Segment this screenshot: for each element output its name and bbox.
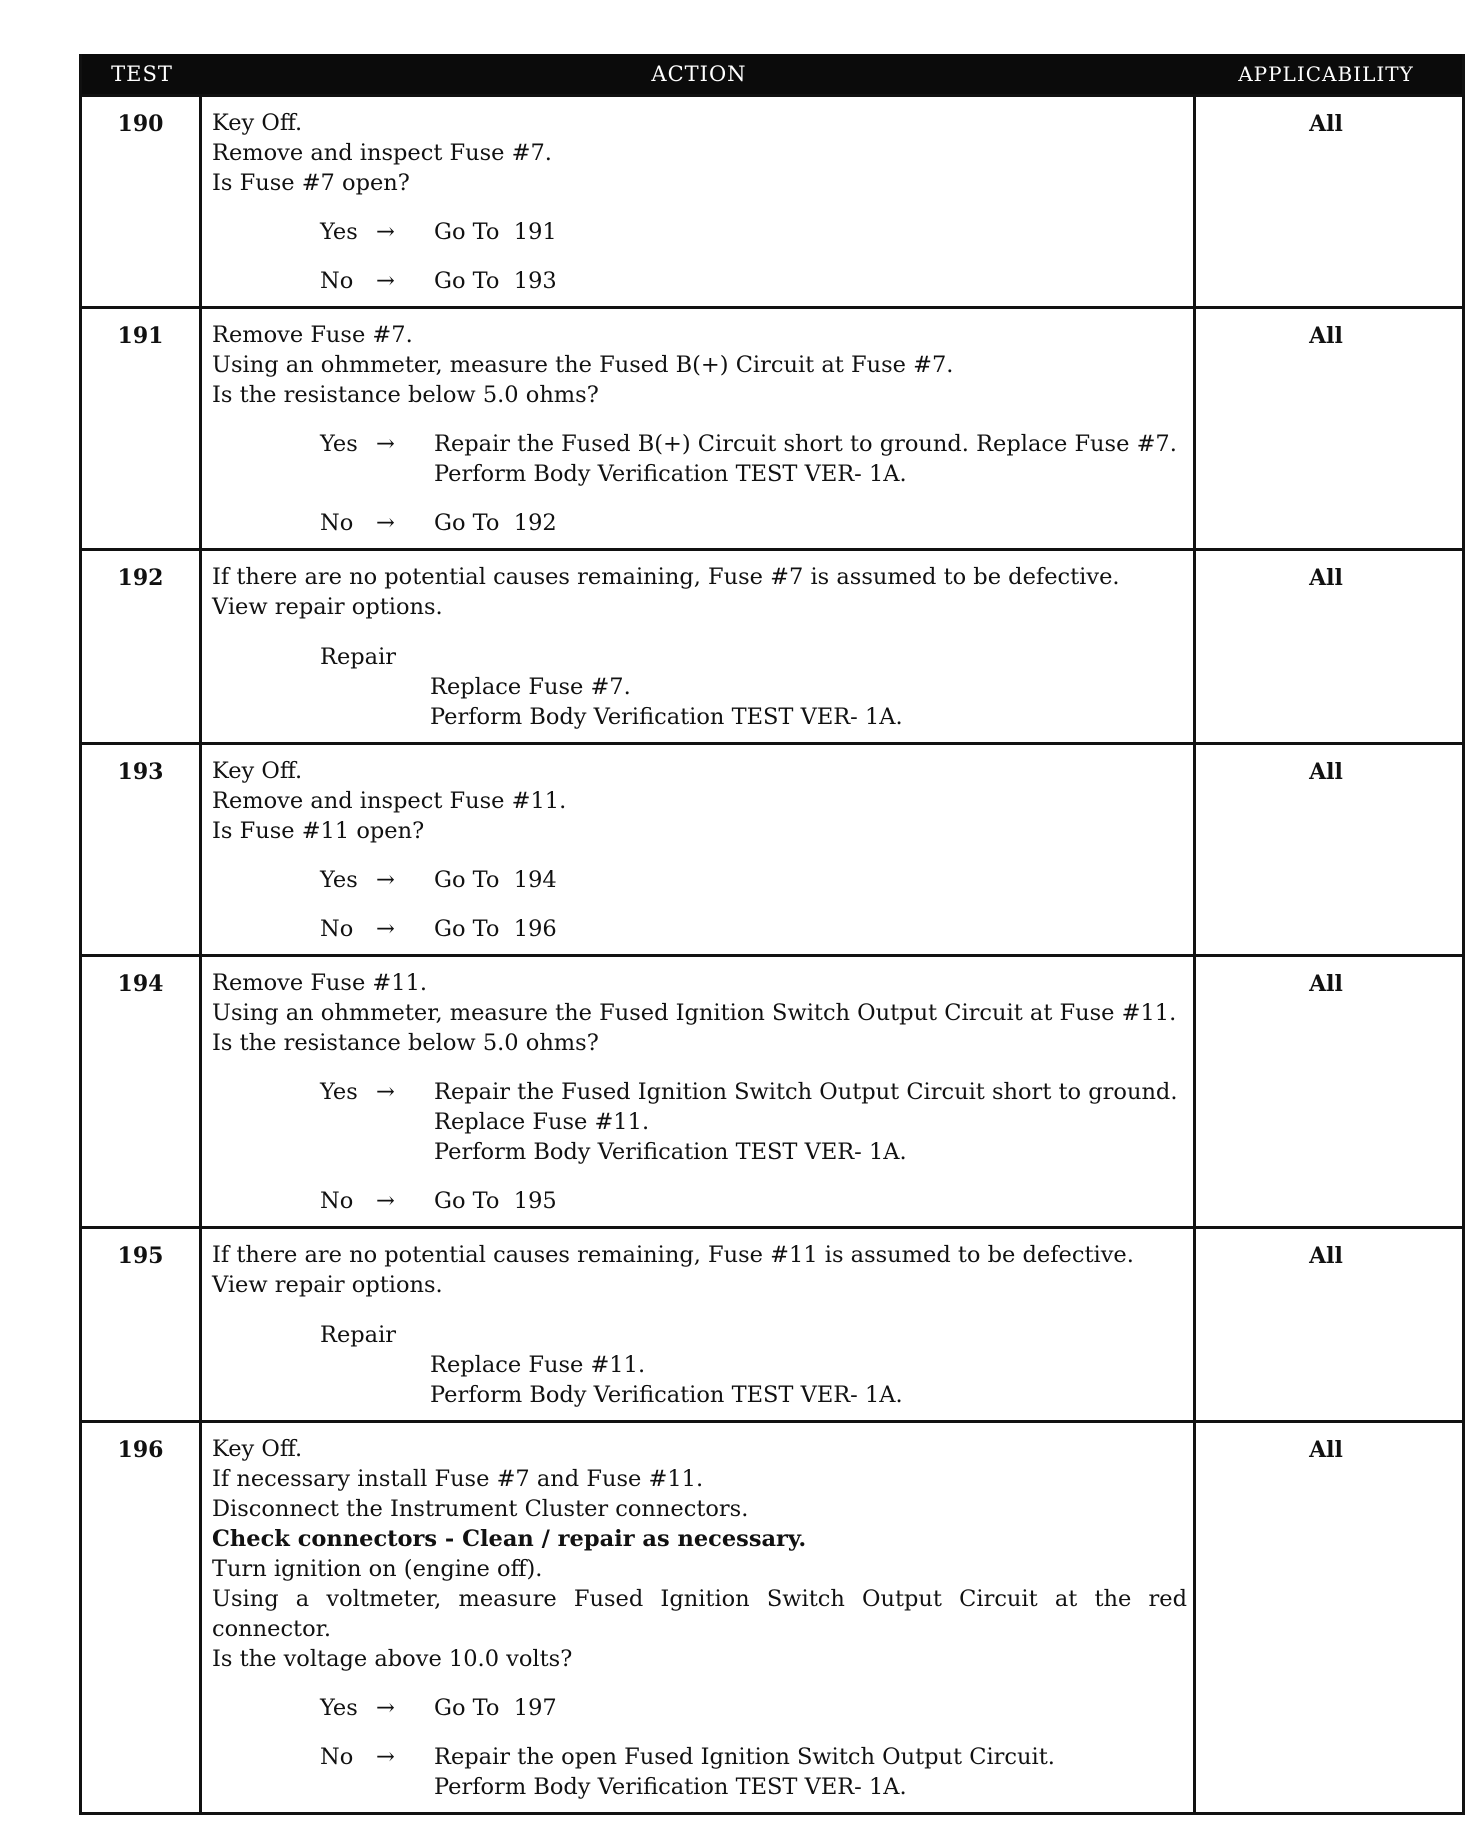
result-line: Repair the Fused B(+) Circuit short to ground. Replace Fuse #7. xyxy=(434,431,1177,457)
action-line: If there are no potential causes remaining, Fuse #11 is assumed to be defective. xyxy=(212,1242,1134,1268)
no-branch xyxy=(320,1186,1187,1216)
action-line: Using an ohmmeter, measure the Fused Ignition Switch Output Circuit at Fuse #11. xyxy=(212,1000,1177,1026)
applicability: All xyxy=(1309,565,1343,591)
action-line: Is Fuse #7 open? xyxy=(212,170,410,196)
yes-branch xyxy=(320,1077,1187,1167)
action-line: Remove and inspect Fuse #11. xyxy=(212,788,567,814)
applicability: All xyxy=(1309,1437,1343,1463)
test-action xyxy=(202,957,1196,1226)
result-line: Repair the Fused Ignition Switch Output Circuit short to ground. xyxy=(434,1079,1178,1105)
yes-result xyxy=(434,1077,1187,1167)
yes-label: Yes xyxy=(320,431,358,457)
repair-line: Perform Body Verification TEST VER- 1A. xyxy=(430,704,903,730)
diagnostic-test-table xyxy=(79,54,1465,1815)
arrow-icon: → xyxy=(376,1744,395,1770)
action-line: Using a voltmeter, measure Fused Ignition Switch Output Circuit at the red connector. xyxy=(212,1586,1187,1642)
no-label: No xyxy=(320,1188,354,1214)
no-label: No xyxy=(320,916,354,942)
test-row-190 xyxy=(82,94,1462,306)
applicability: All xyxy=(1309,323,1343,349)
arrow-icon: → xyxy=(376,268,395,294)
arrow-icon: → xyxy=(376,1079,395,1105)
no-branch xyxy=(320,508,1187,538)
repair-label: Repair xyxy=(320,1322,397,1348)
no-label: No xyxy=(320,510,354,536)
no-result: Go To 196 xyxy=(434,916,557,942)
repair-line: Replace Fuse #11. xyxy=(430,1352,646,1378)
action-line: Key Off. xyxy=(212,110,303,136)
applicability: All xyxy=(1309,759,1343,785)
action-line: Disconnect the Instrument Cluster connectors. xyxy=(212,1496,749,1522)
no-result: Go To 195 xyxy=(434,1188,557,1214)
result-line: Perform Body Verification TEST VER- 1A. xyxy=(434,1139,907,1165)
yes-label: Yes xyxy=(320,1695,358,1721)
arrow-icon: → xyxy=(376,431,395,457)
no-label: No xyxy=(320,1744,354,1770)
no-result xyxy=(434,1742,1187,1802)
action-line: Using an ohmmeter, measure the Fused B(+) Circuit at Fuse #7. xyxy=(212,352,954,378)
yes-label: Yes xyxy=(320,1079,358,1105)
action-line: Is the resistance below 5.0 ohms? xyxy=(212,382,599,408)
arrow-icon: → xyxy=(376,219,395,245)
repair-line: Replace Fuse #7. xyxy=(430,674,631,700)
repair-label: Repair xyxy=(320,644,397,670)
action-line: Remove Fuse #7. xyxy=(212,322,413,348)
arrow-icon: → xyxy=(376,1695,395,1721)
test-number: 190 xyxy=(82,97,202,306)
action-line: View repair options. xyxy=(212,594,443,620)
yes-result: Go To 197 xyxy=(434,1695,557,1721)
no-result: Go To 193 xyxy=(434,268,557,294)
yes-branch xyxy=(320,1693,1187,1723)
applicability: All xyxy=(1309,111,1343,137)
action-line-emphasis: Check connectors - Clean / repair as necessary. xyxy=(212,1526,807,1552)
action-line: Is the resistance below 5.0 ohms? xyxy=(212,1030,599,1056)
repair-line: Perform Body Verification TEST VER- 1A. xyxy=(430,1382,903,1408)
no-result: Go To 192 xyxy=(434,510,557,536)
test-number: 192 xyxy=(82,551,202,742)
header-action: ACTION xyxy=(651,62,747,86)
action-line: If there are no potential causes remaining, Fuse #7 is assumed to be defective. xyxy=(212,564,1120,590)
applicability: All xyxy=(1309,1243,1343,1269)
action-line: Turn ignition on (engine off). xyxy=(212,1556,543,1582)
action-line: Is the voltage above 10.0 volts? xyxy=(212,1646,573,1672)
action-line: Key Off. xyxy=(212,1436,303,1462)
test-row-191 xyxy=(82,306,1462,548)
no-branch xyxy=(320,1742,1187,1802)
test-number: 195 xyxy=(82,1229,202,1420)
header-test: TEST xyxy=(111,62,173,86)
yes-result xyxy=(434,429,1187,489)
arrow-icon: → xyxy=(376,510,395,536)
yes-branch xyxy=(320,429,1187,489)
test-action xyxy=(202,1229,1196,1420)
test-number: 191 xyxy=(82,309,202,548)
yes-label: Yes xyxy=(320,219,358,245)
result-line: Perform Body Verification TEST VER- 1A. xyxy=(434,1774,907,1800)
action-line: Is Fuse #11 open? xyxy=(212,818,425,844)
applicability: All xyxy=(1309,971,1343,997)
test-number: 194 xyxy=(82,957,202,1226)
yes-branch xyxy=(320,217,1187,247)
no-branch xyxy=(320,914,1187,944)
yes-result: Go To 194 xyxy=(434,867,557,893)
yes-result: Go To 191 xyxy=(434,219,557,245)
test-action xyxy=(202,309,1196,548)
test-action xyxy=(202,97,1196,306)
action-line: Remove and inspect Fuse #7. xyxy=(212,140,552,166)
test-number: 193 xyxy=(82,745,202,954)
arrow-icon: → xyxy=(376,1188,395,1214)
arrow-icon: → xyxy=(376,916,395,942)
result-line: Repair the open Fused Ignition Switch Output Circuit. xyxy=(434,1744,1055,1770)
result-line: Replace Fuse #11. xyxy=(434,1109,650,1135)
test-action xyxy=(202,1423,1196,1812)
result-line: Perform Body Verification TEST VER- 1A. xyxy=(434,461,907,487)
no-branch xyxy=(320,266,1187,296)
test-action xyxy=(202,745,1196,954)
action-line: Remove Fuse #11. xyxy=(212,970,428,996)
test-number: 196 xyxy=(82,1423,202,1812)
action-line: Key Off. xyxy=(212,758,303,784)
test-action xyxy=(202,551,1196,742)
header-applicability: APPLICABILITY xyxy=(1238,62,1414,86)
test-row-192 xyxy=(82,548,1462,742)
action-line: If necessary install Fuse #7 and Fuse #11. xyxy=(212,1466,704,1492)
table-header xyxy=(82,54,1462,94)
yes-branch xyxy=(320,865,1187,895)
no-label: No xyxy=(320,268,354,294)
yes-label: Yes xyxy=(320,867,358,893)
test-row-194 xyxy=(82,954,1462,1226)
arrow-icon: → xyxy=(376,867,395,893)
action-line: View repair options. xyxy=(212,1272,443,1298)
test-row-193 xyxy=(82,742,1462,954)
test-row-196 xyxy=(82,1420,1462,1812)
test-row-195 xyxy=(82,1226,1462,1420)
